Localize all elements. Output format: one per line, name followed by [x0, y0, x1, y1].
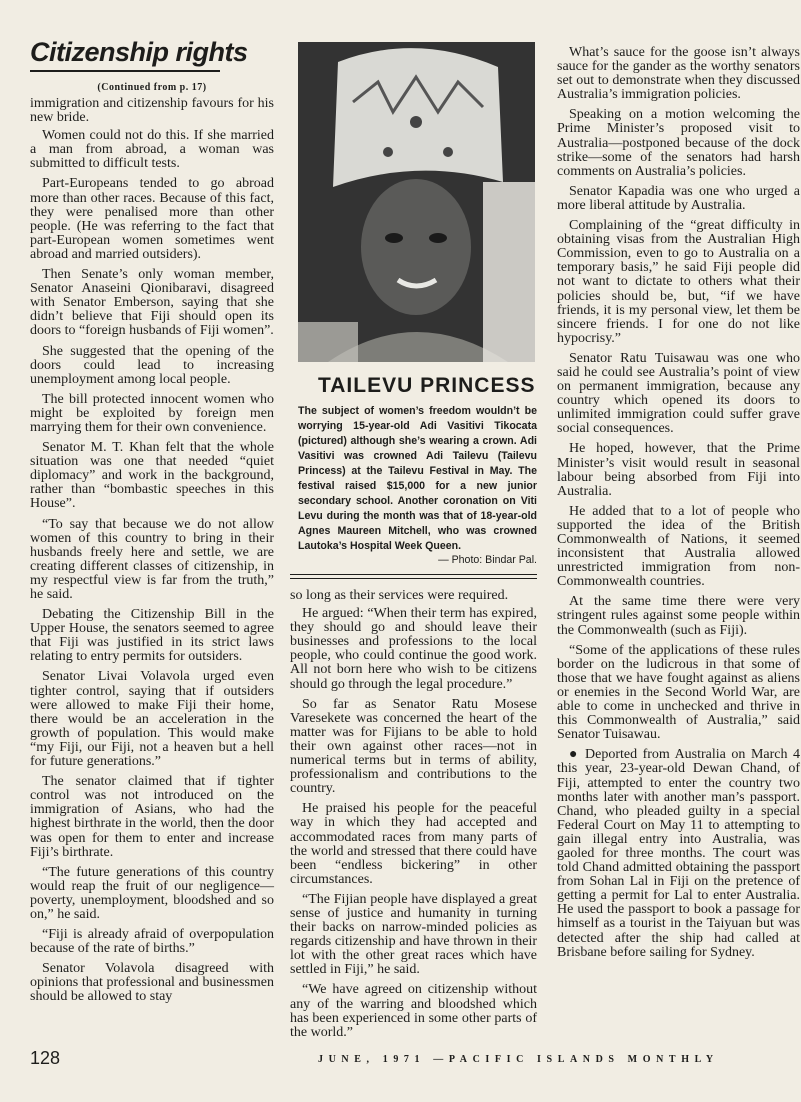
paragraph: He argued: “When their term has expired, they should go and should leave their businesses and professions to the local people, who could continue the good work. All not born here who wish to be citizens should go through the legal procedure.” — [290, 606, 537, 692]
paragraph: so long as their services were required. — [290, 588, 509, 603]
col1-text — [30, 97, 274, 1005]
photo-credit: — Photo: Bindar Pal. — [438, 554, 537, 566]
paragraph: So far as Senator Ratu Mosese Varesekete was concerned the heart of the matter was for Fijians to be able to hold their own against other races—not in numerical terms but in terms of ability, professionalism and contributions to the country. — [290, 696, 537, 797]
paragraph: Senator M. T. Khan felt that the whole situation was one that needed “quiet diplomacy” and work in the background, rather than “bombastic speeches in this House”. — [30, 440, 274, 512]
middle-column — [290, 42, 537, 1046]
portrait-image — [298, 42, 535, 362]
col2-text — [290, 589, 537, 1040]
paragraph: He praised his people for the peaceful way in which they had accepted and accommodated races from many parts of the world and stressed that there could have been “endless bickering” in other circumstances. — [290, 801, 537, 887]
headline-rule — [30, 70, 220, 72]
paragraph: “The future generations of this country would reap the fruit of our negligence—poverty, unemployment, bloodshed and so on,” he said. — [30, 864, 274, 922]
photo-caption: The subject of women’s freedom wouldn’t be worrying 15-year-old Adi Vasitivi Tikocata (pictured) although she’s wearing a crown. Adi Vasitivi was crowned Adi Tailevu (Tailevu Princess) at the Tailevu Festival in May. The festival raised $15,000 for a new junior secondary school. Another coronation on Viti Levu during the month was that of 18-year-old Agnes Maureen Mitchell, who was crowned Lautoka’s Hospital Week Queen. — [298, 405, 537, 552]
paragraph: At the same time there were very stringent rules against some people within the Commonwealth (such as Fiji). — [557, 594, 800, 638]
left-column — [30, 36, 274, 1011]
right-column — [557, 46, 800, 966]
page-number: 128 — [30, 1048, 61, 1068]
paragraph: The senator claimed that if tighter control was not introduced on the immigration of Asians, who had the highest birthrate in the world, then the door was open for them to enter and increase Fiji’s birthrate. — [30, 774, 274, 860]
continued-note: (Continued from p. 17) — [97, 82, 207, 93]
paragraph: Senator Livai Volavola urged even tighter control, saying that if outsiders were allowed to make Fiji their home, there would be an acceleration in the growth of population. This would make “my Fiji, our Fiji, not a heaven but a hell for future generations.” — [30, 669, 274, 770]
page-footer — [0, 1048, 801, 1072]
running-title: JUNE, 1971 —PACIFIC ISLANDS MONTHLY — [318, 1054, 719, 1065]
paragraph: Part-Europeans tended to go abroad more than other races. Because of this fact, they were penalised more than other people. (He was referring to the fact that part-European women sometimes went abroad and married outsiders). — [30, 176, 274, 262]
paragraph: Senator Ratu Tuisawau was one who said he could see Australia’s point of view on permanent immigration, because any country which opened its doors to unlimited immigration could suffer grave social consequences. — [557, 350, 800, 437]
paragraph: Then Senate’s only woman member, Senator Anaseini Qionibaravi, disagreed with Senator Emberson, saying that she didn’t believe that Fiji should open its doors to “foreign husbands of Fiji women”. — [30, 267, 274, 339]
paragraph: Senator Volavola disagreed with opinions that professional and businessmen should be allowed to stay — [30, 961, 274, 1005]
princess-photo — [298, 42, 535, 362]
paragraph: The bill protected innocent women who might be exploited by foreign men marrying them for their own convenience. — [30, 391, 274, 435]
paragraph: “The Fijian people have displayed a great sense of justice and humanity in turning their backs on narrow-minded policies as regards citizenship and have thrown in their lot with the other great races which have settled in Fiji,” he said. — [290, 891, 537, 978]
paragraph: ● Deported from Australia on March 4 this year, 23-year-old Dewan Chand, of Fiji, attempted to enter the country two months later with another man’s passport. Chand, who pleaded guilty in a special Federal Court on May 11 to attempting to gain illegal entry into Australia, was gaoled for three months. The court was told Chand admitted obtaining the passport from Sohan Lal in Fiji on the pretence of getting a permit for Lal to enter Australia. He used the passport to book a passage for himself as a tourist in the Taiyuan but was detected after the ship had called at Brisbane before sailing for Sydney. — [557, 747, 800, 960]
paragraph: He added that to a lot of people who supported the idea of the British Commonwealth of Nations, it seemed inconsistent that Australia allowed unrestricted immigration from non-Commonwealth countries. — [557, 503, 800, 590]
paragraph: Complaining of the “great difficulty in obtaining visas from the Australian High Commission, even to go to Australia on a temporary basis,” he said Fiji people did not want to dictate to others what their policies should be, but, “if we have friends, it is my personal view, let them be sincere friends. I for one do not like hypocrisy.” — [557, 218, 800, 346]
paragraph: “Fiji is already afraid of overpopulation because of the rate of births.” — [30, 927, 274, 957]
paragraph: immigration and citizenship favours for his new bride. — [30, 96, 274, 126]
paragraph: “We have agreed on citizenship without any of the warring and bloodshed which has been experienced in some other parts of the world.” — [290, 982, 537, 1040]
paragraph: She suggested that the opening of the doors could lead to increasing unemployment among local people. — [30, 343, 274, 387]
photo-title: TAILEVU PRINCESS — [318, 374, 536, 397]
paragraph: “To say that because we do not allow women of this country to bring in their husbands freely here and settle, we are creating different classes of citizenship, in my respectful view is far from the truth,” he said. — [30, 516, 274, 602]
paragraph: What’s sauce for the goose isn’t always sauce for the gander as the worthy senators set out to demonstrate when they discussed Australia’s immigration policies. — [557, 45, 800, 103]
article-headline: Citizenship rights — [30, 37, 248, 67]
paragraph: Speaking on a motion welcoming the Prime Minister’s proposed visit to Australia—postponed because of the dock strike—some of the senators had harsh comments on Australia’s policies. — [557, 107, 800, 179]
paragraph: He hoped, however, that the Prime Minister’s visit would result in seasonal labour being absorbed from Fiji into Australia. — [557, 441, 800, 499]
paragraph: “Some of the applications of these rules border on the ludicrous in that some of those that we have fought against as aliens or enemies in the Second World War, are able to come in unchecked and thrive in this Commonwealth of Australia,” said Senator Tuisawau. — [557, 642, 800, 743]
paragraph: Debating the Citizenship Bill in the Upper House, the senators seemed to agree that Fiji was justified in its strict laws relating to entry permits for outsiders. — [30, 607, 274, 665]
paragraph: Senator Kapadia was one who urged a more liberal attitude by Australia. — [557, 183, 800, 213]
section-divider — [290, 574, 537, 579]
paragraph: Women could not do this. If she married a man from abroad, a woman was submitted to difficult tests. — [30, 128, 274, 172]
